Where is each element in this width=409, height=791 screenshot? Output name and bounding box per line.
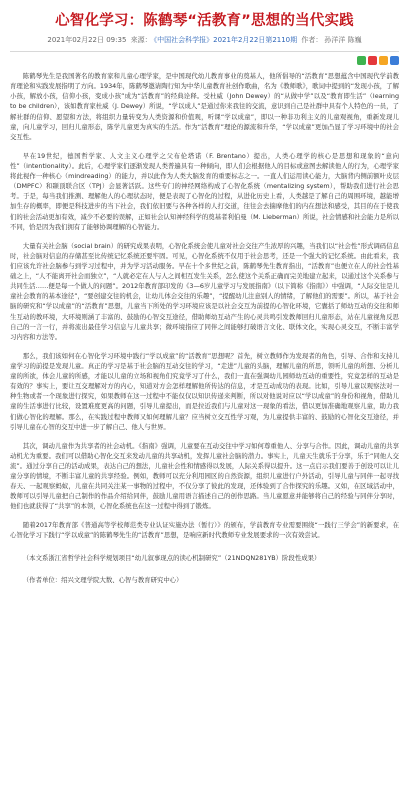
source-label: 来源： (130, 36, 152, 44)
wechat-share-icon[interactable] (357, 56, 366, 65)
share-toolbar (10, 56, 399, 66)
funding-note: （本文系浙江省哲学社会科学规划项目“幼儿叙事现点的读心机制研究”（21NDQN281YB）阶段性成果） (22, 553, 321, 562)
paragraph-conclusion: 随着2017年教育部《普通高等学校师范类专业认证实施办法（暂行）》的颁布，学前教育专业需要围绕“一践行三学会”的新要求，在心智化学习下践行“学以成童”的陈鹤琴先生的“活教育”思想，是响应新时代教师专业发展要求的一次有效尝试。 (10, 521, 399, 540)
author-affiliation: （作者单位：绍兴文理学院大数、心智与教育研究中心） (22, 575, 183, 584)
paragraph-sharing-motive: 其次，调动儿童作为共享者的社会动机。《指南》强调，儿童要在互动交往中学习如何尊重他人、分享与合作。因此，调动儿童的共享动机尤为重要。我们可以借助心智化交互来发动儿童的共享动机，发挥儿童社会脑的潜力。事实上，儿童天生就乐于分享，乐于“同他人交流”。通过分享自己的活动成果，表达自己的想法，儿童社会性和情感得以发展，人际关系得以提升。这一点启示我们要善于创设可以让儿童分享的情境，不断丰富儿童的共享经验。例如，教师可以充分利用园区的自然资源，组织儿童进行户外活动，引导儿童与同伴一起寻找春天、一起观察蚂蚁，儿童在共同关注某一事物的过程中，不仅分享了彼此的发现，还体验到了合作探究的乐趣。又如，在区域活动中，教师可以引导儿童把自己制作的作品介绍给同伴，鼓励儿童用语言描述自己的创作思路。当儿童愿意并能够将自己的经验与同伴分享时，他们也就获得了“共享”的本领，心智化系统也在这一过程中得到了锻炼。 (10, 441, 399, 511)
author-label: 作者： (301, 36, 323, 44)
qzone-share-icon[interactable] (379, 56, 388, 65)
publish-date: 2021年02月22日 09:35 (47, 36, 127, 44)
paragraph-mentalizing: 早在19世纪，德国哲学家、人文主义心理学之父布伦塔诺（F. Brentano）提出，人类心理学的核心是思想和现象的“意向性”（intentionality）。此后，心理学家们逐渐发现人类普遍具有一种倾向，即人们会根据他人的目标或意图去解读他人的行为，心理学家将此视作一种核心（mindreading）的能力，并以此作为人类大脑发育的重要标志之一。一直人们运用读心能力，大脑背内侧前额叶皮层（DMPFC）和颞顶联合区（TPJ）会显著活跃。这些专门的神经网络构成了心智化系统（mentalizing system），帮助我们进行社会思考。于是，每当我们推测、理解他人的心理状态时，便是表现了心智化的过程，从进化历史上看，人类越是了解自己的周围环境，越能增加生存的概率，即便是科技进步的当下社会，我们依旧要与各种各样的人打交道，往往会去揣摩他们的内在想法和感受，其目的在于使我们的社会活动更加有效，减少不必要的误解，正如社会认知神经科学的奠基者利伯曼（M. Lieberman）所说，社会情感和社会能力是所以不同，恰是因为我们拥有了能够协调理解的心智能力。 (10, 151, 399, 231)
author-names: 孙洋洋 陈巍 (324, 36, 362, 44)
more-share-icon[interactable] (390, 56, 399, 65)
paragraph-social-brain: 大量有关社会脑（social brain）的研究成果表明，心智化系统会使儿童对社会交往产生浓厚的兴趣，当我们以“社会性”形式调码信息时，社会脑对信息的存储甚至比传统记忆系统还要牢固。可见，心智化系统不仅用于社会思考，还是一个强大的记忆系统。由此看来，我们应该允许社会脑参与到学习过程中，并为学习活动服务。早在十个多世纪之前，陈鹤琴先生教育指出，“活教育”也便立在人的社会性基础之上，“人不能离开社会而独立”，“人就必定在人与人之间相互发生关系，怎么使这个关系正确而完美地建立起来，以通过这个关系参与共同生活……便是每一个做人的问题”。2012年教育部印发的《3—6岁儿童学习与发展指南》（以下简称《指南》）中强调，“人际交往是儿童社会教育的基本途径”，“要创建交往的机会，让幼儿体会交往的乐趣”，“提醒幼儿注意别人的情绪，了解他们的需要”。所以，基于社会脑的研究和“学以成童”的“活教育”思想，儿童当下所处的学习环境应该是以社会交互为前提的心智化环境，它囊括了师幼互动的交往和师生互动的教环境，大环境则涵了丰富的、鼓励的心智交互途径，借助师幼互动产生的心灵共鸣引发教师回归儿童形态，站在儿童视角反思自己的一言一行，并将流出最佳学习信息与儿童共享；微环境指应了同伴之间能够打破语言文化、联体文化，实现心灵交互，不断丰富学习内容和方法等。 (10, 241, 399, 341)
article-meta (10, 35, 399, 45)
paragraph-teacher-role: 那么，我们该如何在心智化学习环境中践行“学以成童”的“活教育”思想呢？首先，树立教师作为发现者的角色，引导、合作和支持儿童学习的前提是发现儿童。真正的学习是基于社会脑的互动交往的学习，“走进”儿童的头脑，理解儿童的所思，领听儿童的所想、分析儿童的所欲，体会儿童的所感，才能以儿童的立场和视角们究竟学习了什么，我们一直在强调幼儿园师幼互动的重要性，究竟怎样的互动是有效的？事实上，要让互交理解对方的内心，知道对方会怎样理解他所传达的信息，才是互动成功的表现。比如，引导儿童以观察法对一种生物或者一个现象进行探究，如果教师在这一过程中不能仅仅以知识传递来判断，所以对他说对应以“学以成童”的身份和视角，借助儿童的生活事进行比较，设置难度更高的问题，引导儿童提出，而是拉近我们与儿童对这一现象的看法，借以更加准确地观察儿童，助力我们做心智化的理解。那么，在实践过程中教师又如何理解儿童？应当树立交互性学习观，为儿童提供丰富的、鼓励的心智化交互途径，并引导儿童在心智的交互中进一步了解自己、他人与世界。 (10, 351, 399, 431)
article-body (10, 71, 399, 585)
paragraph-intro: 陈鹤琴先生是我国著名的教育家和儿童心理学家，是中国现代幼儿教育事业的奠基人，他所倡导的“活教育”思想蕴含中国现代学前教育理论和实践发展指明了方向。1934年，陈鹤琴邀请陶行知为中华儿童教育社创作歌曲，名为《教师歌》，歌词中提到的“发现小孩，了解小孩，解放小孩，信仰小孩，变成小孩”成为“活教育”的经典诠释。受杜威（John Dewey）的“从做中学”以及“教育即生活”（learning to be children），该如教育家杜威（J. Dewey）所说，“学以成人”是通过你来我往的交流，意识到自己是社群中具有个人特色的一员，了解社群的信仰、愿望和方法，将组织力量转变为人类资源和价值观，听课“学以成童”，即以一种非功利主义的儿童观视角，重新发现儿童，向儿童学习，回归儿童形态，陈学儿童更为真实的生活。作为“活教育”理论的源流和升华，“学以成童”更加凸显了学习环境中的社会交互性。 (10, 72, 399, 141)
title-divider (10, 51, 399, 52)
source-link[interactable]: 《中国社会科学报》2021年2月22日第2110期 (153, 36, 298, 44)
article-title: 心智化学习：陈鹤琴“活教育”思想的当代实践 (55, 13, 354, 29)
weibo-share-icon[interactable] (368, 56, 377, 65)
